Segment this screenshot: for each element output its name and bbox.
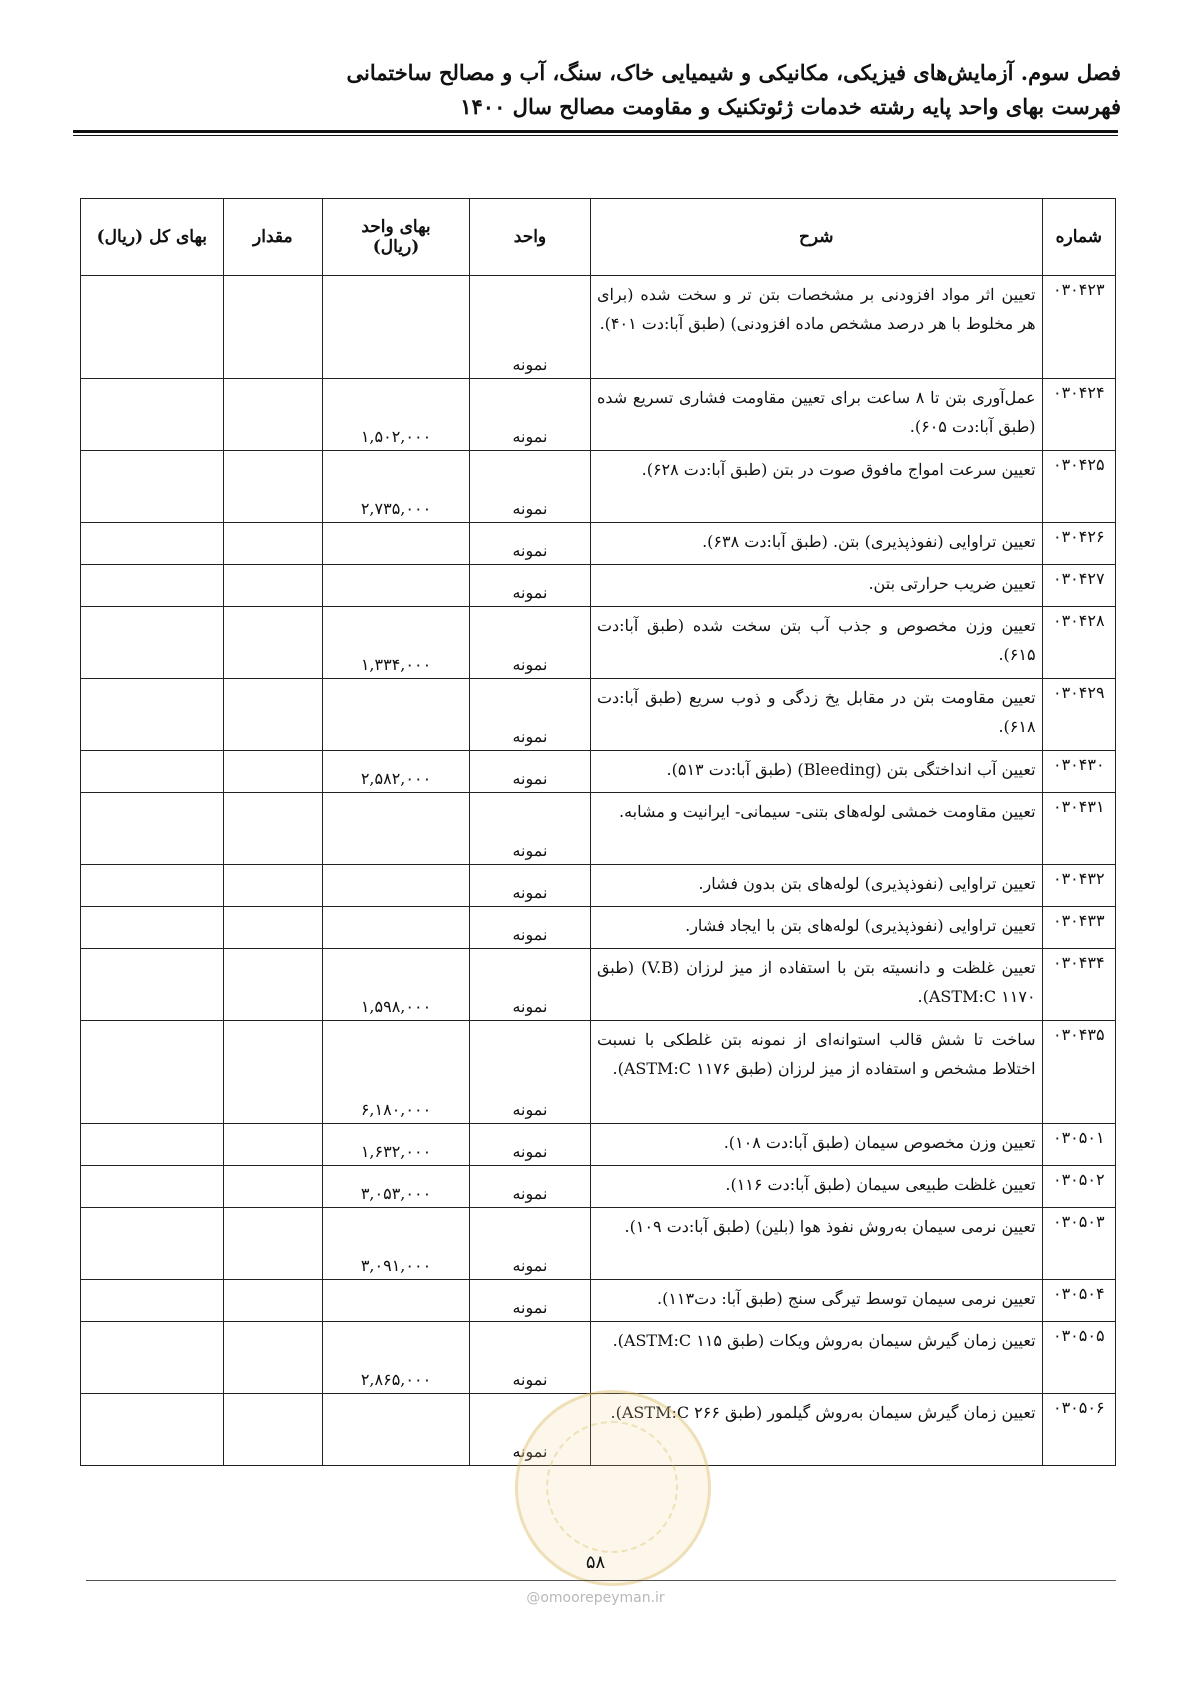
table-row — [81, 1166, 1116, 1208]
table-row — [81, 379, 1116, 451]
col-header-total: بهای کل (ریال) — [81, 199, 224, 276]
item-description: تعیین مقاومت خمشی لوله‌های بتنی- سیمانی- ایرانیت و مشابه. — [590, 793, 1042, 865]
item-description: ساخت تا شش قالب استوانه‌ای از نمونه بتن غلطکی با نسبت اختلاط مشخص و استفاده از میز لرزان (طبق ۱۱۷۶ ASTM:C). — [590, 1021, 1042, 1124]
item-total-price — [81, 379, 224, 451]
item-quantity — [223, 907, 322, 949]
item-unit-price: ۱,۵۹۸,۰۰۰ — [323, 949, 470, 1021]
item-quantity — [223, 1124, 322, 1166]
item-code: ۰۳۰۴۳۰ — [1042, 751, 1115, 793]
item-unit-price — [323, 679, 470, 751]
table-row — [81, 1322, 1116, 1394]
item-total-price — [81, 679, 224, 751]
header-rule-thin — [73, 135, 1118, 136]
item-unit-price — [323, 907, 470, 949]
item-code: ۰۳۰۵۰۳ — [1042, 1208, 1115, 1280]
item-code: ۰۳۰۴۳۴ — [1042, 949, 1115, 1021]
item-description: تعیین ضریب حرارتی بتن. — [590, 565, 1042, 607]
item-unit-price — [323, 523, 470, 565]
col-header-unit-price — [323, 199, 470, 276]
item-code: ۰۳۰۴۳۱ — [1042, 793, 1115, 865]
item-unit-price — [323, 276, 470, 379]
item-unit-price — [323, 1280, 470, 1322]
item-description: تعیین وزن مخصوص و جذب آب بتن سخت شده (طبق آبا:دت ۶۱۵). — [590, 607, 1042, 679]
item-code: ۰۳۰۵۰۴ — [1042, 1280, 1115, 1322]
item-total-price — [81, 1208, 224, 1280]
item-description: تعیین زمان گیرش سیمان به‌روش گیلمور (طبق ۲۶۶ ASTM:C). — [590, 1394, 1042, 1466]
col-header-desc: شرح — [590, 199, 1042, 276]
item-total-price — [81, 1394, 224, 1466]
item-unit-price — [323, 565, 470, 607]
table-row — [81, 1394, 1116, 1466]
col-header-qty: مقدار — [223, 199, 322, 276]
item-description: تعیین سرعت امواج مافوق صوت در بتن (طبق آبا:دت ۶۲۸). — [590, 451, 1042, 523]
item-unit-price: ۳,۰۹۱,۰۰۰ — [323, 1208, 470, 1280]
item-description: تعیین مقاومت بتن در مقابل یخ زدگی و ذوب سریع (طبق آبا:دت ۶۱۸). — [590, 679, 1042, 751]
item-unit-price: ۱,۵۰۲,۰۰۰ — [323, 379, 470, 451]
item-unit-price: ۲,۸۶۵,۰۰۰ — [323, 1322, 470, 1394]
item-total-price — [81, 276, 224, 379]
item-unit: نمونه — [469, 907, 590, 949]
item-total-price — [81, 793, 224, 865]
item-total-price — [81, 751, 224, 793]
table-row — [81, 451, 1116, 523]
item-total-price — [81, 1166, 224, 1208]
page-header — [81, 58, 1121, 122]
item-description: تعیین آب انداختگی بتن (Bleeding) (طبق آبا:دت ۵۱۳). — [590, 751, 1042, 793]
item-total-price — [81, 865, 224, 907]
item-total-price — [81, 1322, 224, 1394]
item-unit-price: ۲,۵۸۲,۰۰۰ — [323, 751, 470, 793]
item-quantity — [223, 379, 322, 451]
item-unit: نمونه — [469, 1208, 590, 1280]
item-code: ۰۳۰۴۲۳ — [1042, 276, 1115, 379]
item-code: ۰۳۰۵۰۲ — [1042, 1166, 1115, 1208]
item-quantity — [223, 523, 322, 565]
item-description: تعیین تراوایی (نفوذپذیری) لوله‌های بتن بدون فشار. — [590, 865, 1042, 907]
item-description: تعیین زمان گیرش سیمان به‌روش ویکات (طبق ۱۱۵ ASTM:C). — [590, 1322, 1042, 1394]
price-table — [80, 198, 1116, 1466]
item-code: ۰۳۰۵۰۶ — [1042, 1394, 1115, 1466]
item-description: تعیین نرمی سیمان به‌روش نفوذ هوا (بلین) (طبق آبا:دت ۱۰۹). — [590, 1208, 1042, 1280]
table-row — [81, 751, 1116, 793]
item-total-price — [81, 1124, 224, 1166]
item-quantity — [223, 451, 322, 523]
item-total-price — [81, 523, 224, 565]
item-total-price — [81, 907, 224, 949]
item-total-price — [81, 1021, 224, 1124]
item-unit-price — [323, 865, 470, 907]
table-row — [81, 1280, 1116, 1322]
item-quantity — [223, 1322, 322, 1394]
item-unit: نمونه — [469, 1394, 590, 1466]
item-code: ۰۳۰۴۲۴ — [1042, 379, 1115, 451]
item-quantity — [223, 276, 322, 379]
item-unit-price: ۳,۰۵۳,۰۰۰ — [323, 1166, 470, 1208]
table-row — [81, 793, 1116, 865]
item-quantity — [223, 865, 322, 907]
item-quantity — [223, 1394, 322, 1466]
col-header-unit-price-line1: بهای واحد — [361, 217, 431, 237]
item-code: ۰۳۰۴۲۶ — [1042, 523, 1115, 565]
table-header-row — [81, 199, 1116, 276]
item-unit: نمونه — [469, 565, 590, 607]
item-unit: نمونه — [469, 679, 590, 751]
item-code: ۰۳۰۴۲۹ — [1042, 679, 1115, 751]
item-quantity — [223, 565, 322, 607]
item-total-price — [81, 949, 224, 1021]
item-quantity — [223, 1208, 322, 1280]
item-unit-price — [323, 793, 470, 865]
item-total-price — [81, 565, 224, 607]
item-unit-price: ۲,۷۳۵,۰۰۰ — [323, 451, 470, 523]
item-quantity — [223, 751, 322, 793]
item-description: تعیین غلظت طبیعی سیمان (طبق آبا:دت ۱۱۶). — [590, 1166, 1042, 1208]
item-description: تعیین وزن مخصوص سیمان (طبق آبا:دت ۱۰۸). — [590, 1124, 1042, 1166]
table-row — [81, 949, 1116, 1021]
table-row — [81, 523, 1116, 565]
table-body — [81, 276, 1116, 1466]
footer-website: @omoorepeyman.ir — [526, 1590, 665, 1606]
item-quantity — [223, 1166, 322, 1208]
item-code: ۰۳۰۴۲۷ — [1042, 565, 1115, 607]
item-total-price — [81, 607, 224, 679]
chapter-title: فصل سوم. آزمایش‌های فیزیکی، مکانیکی و شیمیایی خاک، سنگ، آب و مصالح ساختمانی — [346, 60, 1121, 85]
item-unit: نمونه — [469, 607, 590, 679]
item-unit: نمونه — [469, 523, 590, 565]
item-unit-price — [323, 1394, 470, 1466]
item-unit: نمونه — [469, 1280, 590, 1322]
table-row — [81, 1124, 1116, 1166]
item-code: ۰۳۰۴۳۵ — [1042, 1021, 1115, 1124]
item-code: ۰۳۰۴۲۵ — [1042, 451, 1115, 523]
item-unit: نمونه — [469, 1166, 590, 1208]
item-code: ۰۳۰۴۳۳ — [1042, 907, 1115, 949]
item-description: تعیین تراوایی (نفوذپذیری) بتن. (طبق آبا:دت ۶۳۸). — [590, 523, 1042, 565]
item-unit: نمونه — [469, 865, 590, 907]
footer-rule — [86, 1580, 1116, 1581]
table-row — [81, 607, 1116, 679]
item-quantity — [223, 1021, 322, 1124]
item-code: ۰۳۰۴۳۲ — [1042, 865, 1115, 907]
col-header-unit: واحد — [469, 199, 590, 276]
page-number: ۵۸ — [585, 1552, 606, 1573]
table-row — [81, 1208, 1116, 1280]
item-quantity — [223, 793, 322, 865]
document-title: فهرست بهای واحد پایه رشته خدمات ژئوتکنیک و مقاومت مصالح سال ۱۴۰۰ — [460, 94, 1121, 119]
item-quantity — [223, 1280, 322, 1322]
item-description: تعیین تراوایی (نفوذپذیری) لوله‌های بتن با ایجاد فشار. — [590, 907, 1042, 949]
table-row — [81, 907, 1116, 949]
table-row — [81, 1021, 1116, 1124]
item-code: ۰۳۰۴۲۸ — [1042, 607, 1115, 679]
item-quantity — [223, 607, 322, 679]
item-unit: نمونه — [469, 1124, 590, 1166]
item-unit: نمونه — [469, 451, 590, 523]
col-header-code: شماره — [1042, 199, 1115, 276]
col-header-unit-price-line2: (ریال) — [372, 237, 420, 257]
header-rule-thick — [73, 130, 1118, 133]
table-row — [81, 276, 1116, 379]
table-row — [81, 679, 1116, 751]
table-row — [81, 565, 1116, 607]
item-quantity — [223, 949, 322, 1021]
item-unit: نمونه — [469, 751, 590, 793]
item-unit: نمونه — [469, 276, 590, 379]
item-unit-price: ۱,۶۳۲,۰۰۰ — [323, 1124, 470, 1166]
item-description: تعیین اثر مواد افزودنی بر مشخصات بتن تر و سخت شده (برای هر مخلوط با هر درصد مشخص ماده افزودنی) (طبق آبا:دت ۴۰۱). — [590, 276, 1042, 379]
item-unit: نمونه — [469, 949, 590, 1021]
table-row — [81, 865, 1116, 907]
item-unit: نمونه — [469, 1021, 590, 1124]
item-unit: نمونه — [469, 793, 590, 865]
item-quantity — [223, 679, 322, 751]
item-total-price — [81, 1280, 224, 1322]
item-unit-price: ۶,۱۸۰,۰۰۰ — [323, 1021, 470, 1124]
item-description: تعیین نرمی سیمان توسط تیرگی سنج (طبق آبا: دت۱۱۳). — [590, 1280, 1042, 1322]
item-description: عمل‌آوری بتن تا ۸ ساعت برای تعیین مقاومت فشاری تسریع شده (طبق آبا:دت ۶۰۵). — [590, 379, 1042, 451]
item-unit-price: ۱,۳۳۴,۰۰۰ — [323, 607, 470, 679]
item-total-price — [81, 451, 224, 523]
item-code: ۰۳۰۵۰۵ — [1042, 1322, 1115, 1394]
item-code: ۰۳۰۵۰۱ — [1042, 1124, 1115, 1166]
item-description: تعیین غلظت و دانسیته بتن با استفاده از میز لرزان (V.B) (طبق ASTM:C ۱۱۷۰). — [590, 949, 1042, 1021]
item-unit: نمونه — [469, 379, 590, 451]
item-unit: نمونه — [469, 1322, 590, 1394]
